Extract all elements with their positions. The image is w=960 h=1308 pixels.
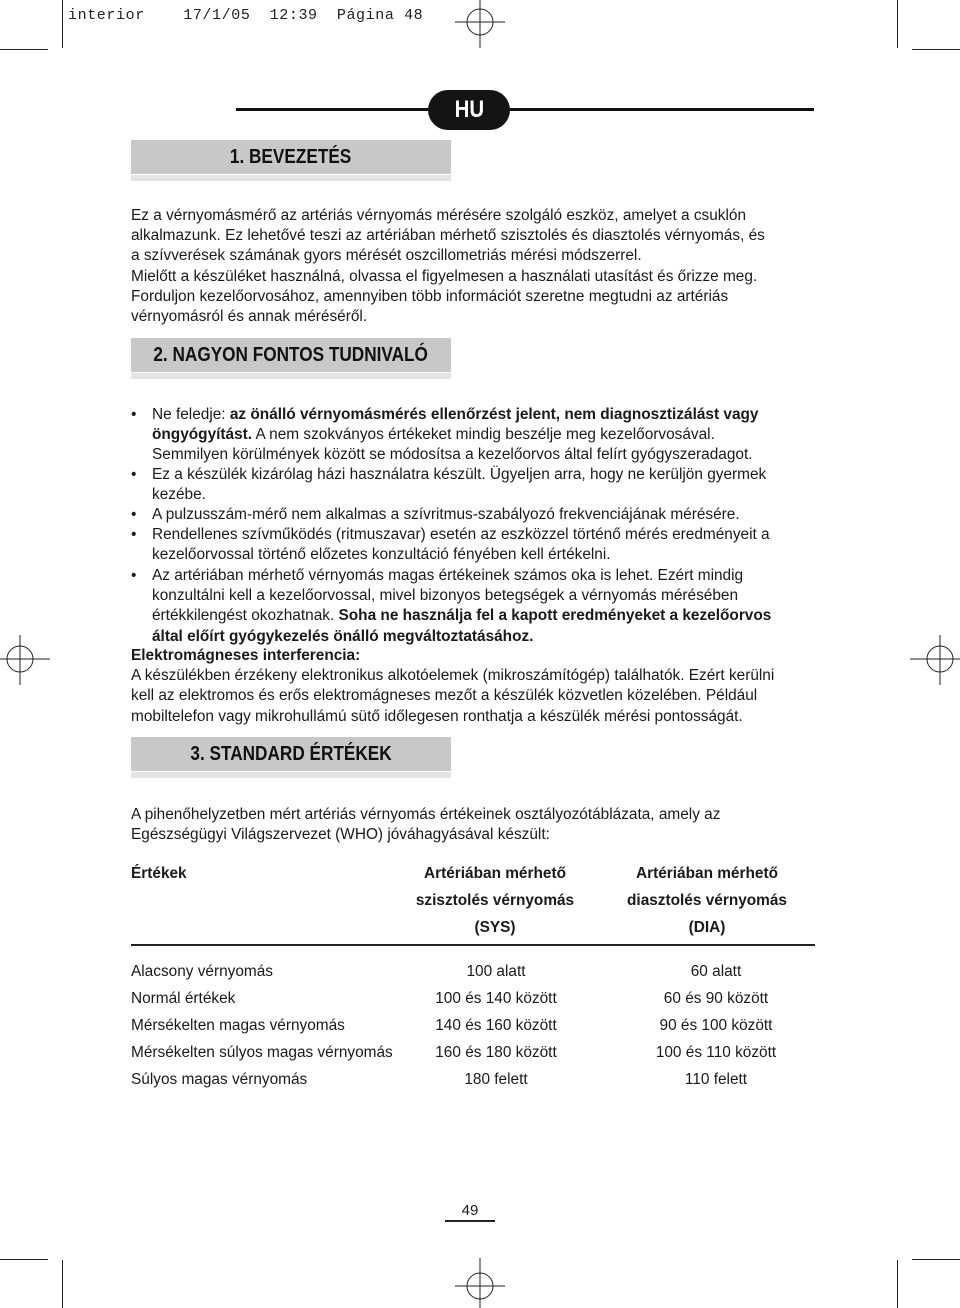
table-header-values: Értékek (131, 865, 187, 882)
table-row: Alacsony vérnyomás 100 alatt 60 alatt (131, 963, 742, 980)
section-heading-standard-values: 3. STANDARD ÉRTÉKEK (131, 737, 451, 771)
table-header-sys: Artériában mérhető szisztolés vérnyomás (SYS) (415, 865, 575, 936)
emi-paragraph: Elektromágneses interferencia: A készülékben érzékeny elektronikus alkotóelemek (mikroszámítógép) találhatók. Ezért kerülni kell az elektromos és erős elektromágneses mezőt a készülék közvetlen közelében. Például mobiltelefon vagy mikrohullámú sütő időlegesen ronthatja a készülék mérési pontosságát. (131, 647, 775, 725)
intro-paragraph: Ez a vérnyomásmérő az artériás vérnyomás mérésére szolgáló eszköz, amelyet a csuklón alkalmazunk. Ez lehetővé teszi az artériában mérhető szisztolés és diasztolés vérnyomás, és a szívverések számának gyors mérését oszcillometriás mérési módszerrel. Mielőtt a készüléket használná, olvassa el figyelmesen a használati utasítást és őrizze meg. Forduljon kezelőorvosához, amennyiben több információt szeretne megtudni az artériás vérnyomásról és annak méréséről. (131, 207, 765, 326)
print-header: interior 17/1/05 12:39 Página 48 (68, 7, 424, 24)
table-divider (131, 944, 815, 946)
table-row: Normál értékek 100 és 140 között 60 és 90 között (131, 990, 769, 1007)
bullet-arrhythmia: • Rendellenes szívműködés (ritmuszavar) esetén az eszközzel történő mérés eredményeit a kezelőorvossal történő előzetes konzultáció fényében kell értékelni. (131, 526, 770, 564)
bullet-high-values: • Az artériában mérhető vérnyomás magas értékeinek számos oka is lehet. Ezért mindig konzultálni kell a kezelőorvossal, mivel bizonyos betegségek a vérnyomás mérésében értékkilengést okozhatnak. Soha ne használja fel a kapott eredményeket a kezelőorvos által előírt gyógykezelés önálló megváltoztatásához. (131, 567, 772, 645)
page-number: 49 (461, 1202, 479, 1219)
header-rule (236, 108, 814, 111)
table-header-dia: Artériában mérhető diasztolés vérnyomás (DIA) (627, 865, 787, 936)
section-heading-important: 2. NAGYON FONTOS TUDNIVALÓ (131, 338, 451, 372)
table-row: Mérsékelten súlyos magas vérnyomás 160 és 180 között 100 és 110 között (131, 1044, 777, 1061)
page-number-underline (445, 1220, 495, 1222)
registration-mark-left (0, 635, 50, 685)
section-underlay (131, 373, 451, 379)
registration-mark-bottom (455, 1258, 505, 1308)
registration-mark-top (455, 0, 505, 50)
section-heading-introduction: 1. BEVEZETÉS (131, 140, 451, 174)
bullet-home-use: • Ez a készülék kizárólag házi használatra készült. Ügyeljen arra, hogy ne kerüljön gyermek kezébe. (131, 466, 767, 504)
registration-mark-right (910, 635, 960, 685)
bullet-pacemaker: • A pulzusszám-mérő nem alkalmas a szívritmus-szabályozó frekvenciájának mérésére. (131, 506, 740, 523)
table-row: Súlyos magas vérnyomás 180 felett 110 felett (131, 1071, 748, 1088)
bullet-self-monitoring: • Ne feledje: az önálló vérnyomásmérés ellenőrzést jelent, nem diagnosztizálást vagy öngyógyítást. A nem szokványos értékeket mindig beszélje meg kezelőorvosával. Semmilyen körülmények között se módosítsa a kezelőorvos által felírt gyógyszeradagot. (131, 406, 759, 464)
table-row: Mérsékelten magas vérnyomás 140 és 160 között 90 és 100 között (131, 1017, 773, 1034)
section-underlay (131, 175, 451, 181)
standard-intro-paragraph: A pihenőhelyzetben mért artériás vérnyomás értékeinek osztályozótáblázata, amely az Egészségügyi Világszervezet (WHO) jóváhagyásával készült: (131, 806, 721, 844)
language-badge: HU (428, 90, 510, 130)
section-underlay (131, 772, 451, 778)
